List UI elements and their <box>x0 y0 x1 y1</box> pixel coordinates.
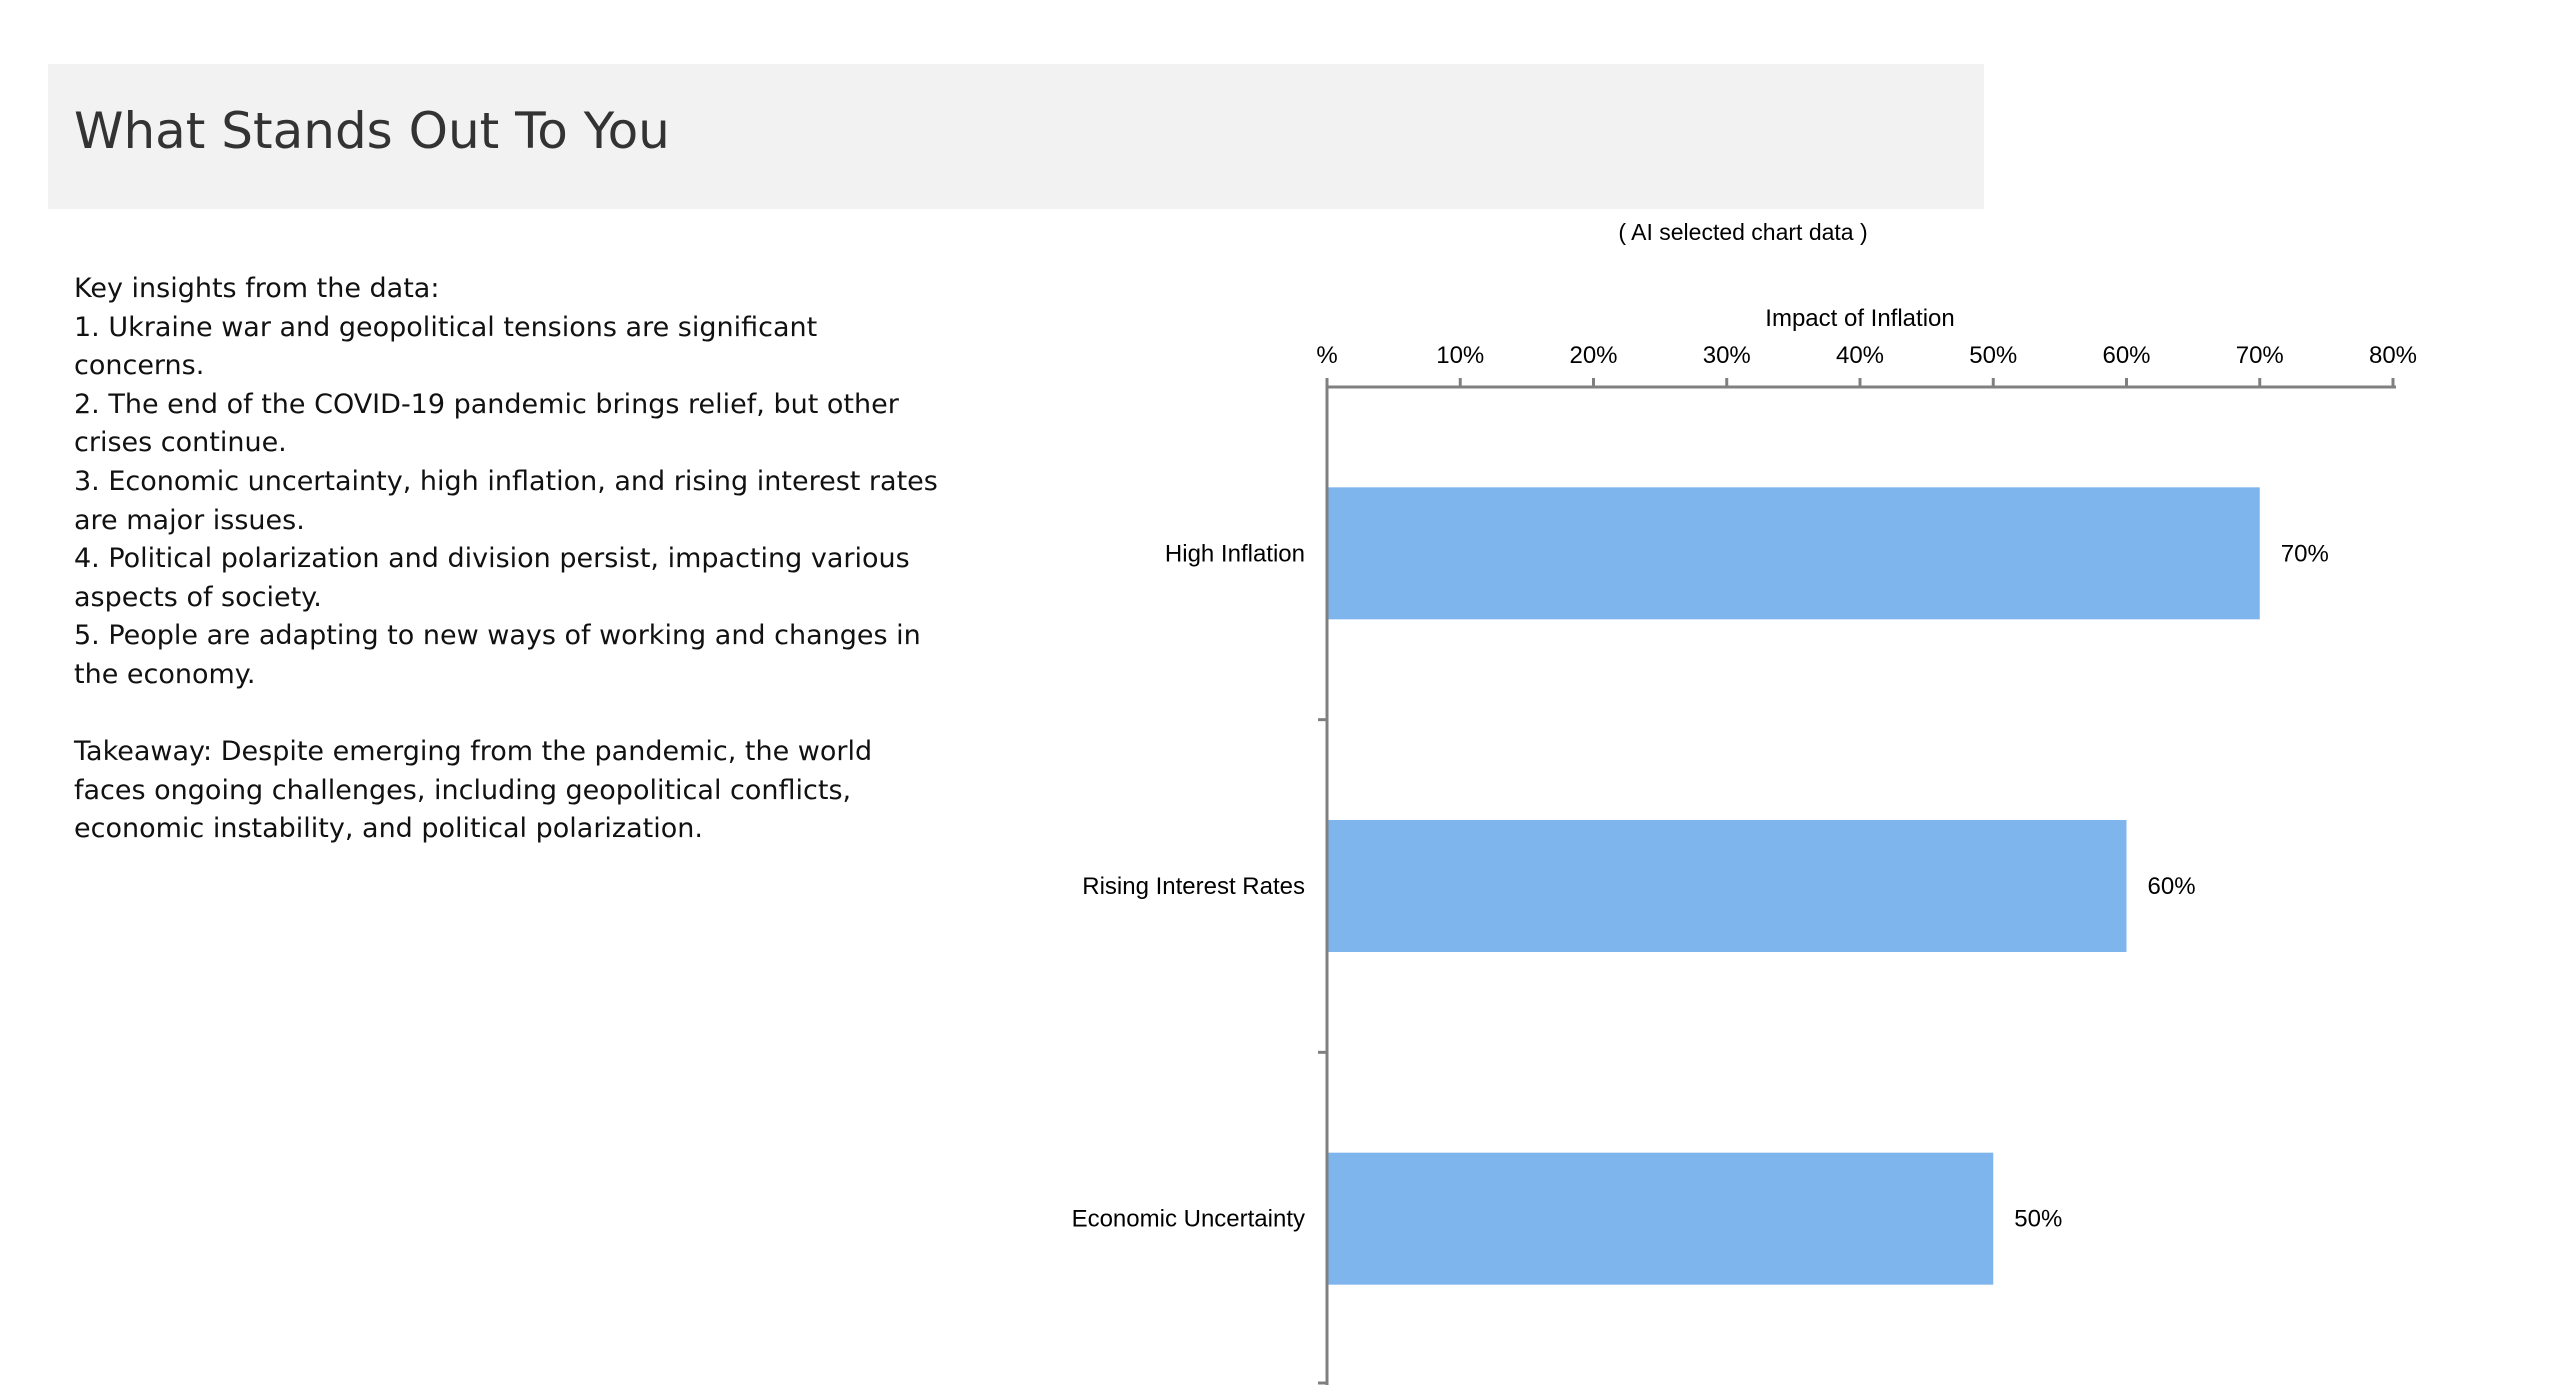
insight-line: 3. Economic uncertainty, high inflation, and rising interest rates <box>74 465 938 497</box>
category-label: Economic Uncertainty <box>1071 1205 1305 1233</box>
insight-line: economic instability, and political polarization. <box>74 813 703 845</box>
data-label: 50% <box>2014 1205 2063 1233</box>
data-label: 60% <box>2147 873 2196 900</box>
insight-line: are major issues. <box>74 504 305 536</box>
insight-line: crises continue. <box>74 427 287 459</box>
category-label: Rising Interest Rates <box>1082 873 1305 900</box>
x-tick-label: 70% <box>2235 342 2284 369</box>
insight-line: aspects of society. <box>74 581 322 613</box>
insight-line: 4. Political polarization and division persist, impacting various <box>74 543 910 575</box>
insight-line: 1. Ukraine war and geopolitical tensions are significant concerns. <box>74 311 818 382</box>
x-tick-label: 10% <box>1436 342 1485 369</box>
insight-line: faces ongoing challenges, including geopolitical conflicts, <box>74 774 852 806</box>
category-label: High Inflation <box>1164 540 1305 568</box>
x-tick-label: 20% <box>1569 342 1618 369</box>
insight-line: Takeaway: Despite emerging from the pandemic, the world <box>74 736 873 768</box>
data-label: 70% <box>2280 540 2329 568</box>
bar <box>1327 1153 1993 1285</box>
insight-line: 2. The end of the COVID-19 pandemic brings relief, but other <box>74 388 899 420</box>
chart-title: Impact of Inflation <box>1765 305 1955 332</box>
chart-note: ( AI selected chart data ) <box>1618 219 1868 245</box>
x-tick-label: % <box>1316 342 1338 369</box>
insight-line: 5. People are adapting to new ways of working and changes in <box>74 620 921 652</box>
bar <box>1327 487 2260 619</box>
x-tick-label: 80% <box>2368 342 2418 369</box>
bar <box>1327 820 2127 952</box>
insight-line: the economy. <box>74 658 256 690</box>
x-tick-label: 30% <box>1702 342 1751 369</box>
x-tick-label: 50% <box>1969 342 2018 369</box>
insight-line: Key insights from the data: <box>74 273 440 304</box>
x-tick-label: 60% <box>2102 342 2151 369</box>
x-tick-label: 40% <box>1835 342 1885 369</box>
slide-title: What Stands Out To You <box>74 102 670 160</box>
